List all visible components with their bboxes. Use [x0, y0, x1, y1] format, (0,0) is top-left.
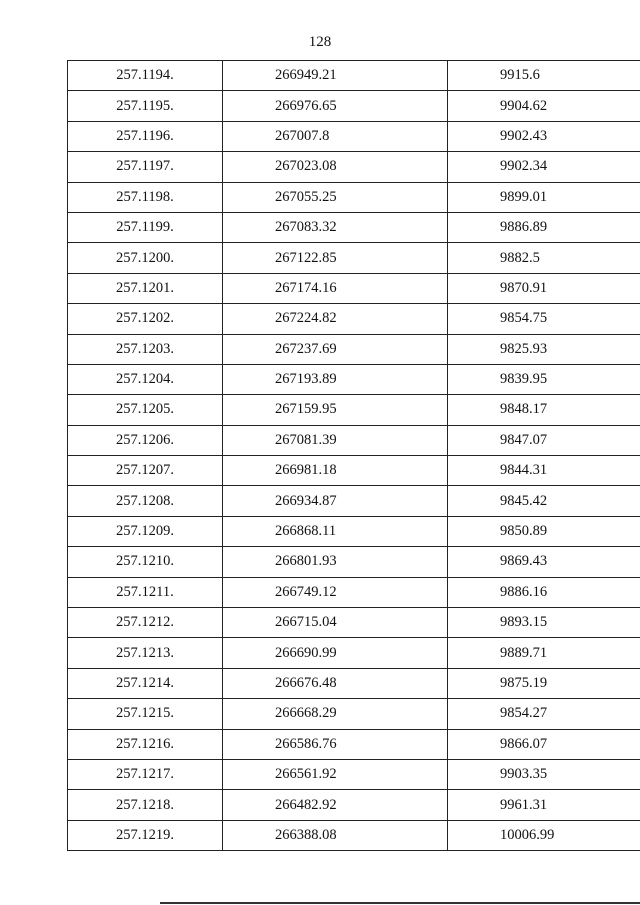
x-coordinate-cell: 267083.32 — [223, 212, 448, 242]
x-coordinate-cell: 266981.18 — [223, 456, 448, 486]
page-bottom-edge — [160, 902, 640, 904]
point-number-cell: 257.1217. — [68, 759, 223, 789]
y-coordinate-cell: 9845.42 — [448, 486, 640, 516]
table-body — [68, 61, 640, 851]
table-row — [68, 456, 640, 486]
y-coordinate-cell: 9886.89 — [448, 212, 640, 242]
x-coordinate-cell: 266749.12 — [223, 577, 448, 607]
y-coordinate-cell: 9844.31 — [448, 456, 640, 486]
x-coordinate-cell: 267224.82 — [223, 304, 448, 334]
x-coordinate-cell: 267055.25 — [223, 182, 448, 212]
y-coordinate-cell: 9902.34 — [448, 152, 640, 182]
coordinates-table — [67, 60, 640, 851]
point-number-cell: 257.1201. — [68, 273, 223, 303]
y-coordinate-cell: 9903.35 — [448, 759, 640, 789]
point-number-cell: 257.1210. — [68, 547, 223, 577]
y-coordinate-cell: 10006.99 — [448, 820, 640, 850]
table-row — [68, 638, 640, 668]
x-coordinate-cell: 266676.48 — [223, 668, 448, 698]
y-coordinate-cell: 9847.07 — [448, 425, 640, 455]
point-number-cell: 257.1202. — [68, 304, 223, 334]
point-number-cell: 257.1216. — [68, 729, 223, 759]
point-number-cell: 257.1199. — [68, 212, 223, 242]
point-number-cell: 257.1197. — [68, 152, 223, 182]
table-row — [68, 334, 640, 364]
y-coordinate-cell: 9899.01 — [448, 182, 640, 212]
table-row — [68, 820, 640, 850]
table-row — [68, 121, 640, 151]
table-row — [68, 699, 640, 729]
point-number-cell: 257.1203. — [68, 334, 223, 364]
y-coordinate-cell: 9961.31 — [448, 790, 640, 820]
x-coordinate-cell: 266715.04 — [223, 608, 448, 638]
table-row — [68, 547, 640, 577]
x-coordinate-cell: 266976.65 — [223, 91, 448, 121]
y-coordinate-cell: 9870.91 — [448, 273, 640, 303]
y-coordinate-cell: 9866.07 — [448, 729, 640, 759]
x-coordinate-cell: 266949.21 — [223, 61, 448, 91]
y-coordinate-cell: 9886.16 — [448, 577, 640, 607]
x-coordinate-cell: 267122.85 — [223, 243, 448, 273]
x-coordinate-cell: 267193.89 — [223, 364, 448, 394]
table-row — [68, 668, 640, 698]
table-row — [68, 61, 640, 91]
x-coordinate-cell: 267174.16 — [223, 273, 448, 303]
point-number-cell: 257.1194. — [68, 61, 223, 91]
x-coordinate-cell: 267159.95 — [223, 395, 448, 425]
x-coordinate-cell: 267023.08 — [223, 152, 448, 182]
page-number: 128 — [308, 34, 332, 50]
point-number-cell: 257.1200. — [68, 243, 223, 273]
y-coordinate-cell: 9915.6 — [448, 61, 640, 91]
y-coordinate-cell: 9850.89 — [448, 516, 640, 546]
x-coordinate-cell: 267237.69 — [223, 334, 448, 364]
table-row — [68, 425, 640, 455]
x-coordinate-cell: 267007.8 — [223, 121, 448, 151]
x-coordinate-cell: 266801.93 — [223, 547, 448, 577]
x-coordinate-cell: 266690.99 — [223, 638, 448, 668]
table-row — [68, 790, 640, 820]
y-coordinate-cell: 9904.62 — [448, 91, 640, 121]
point-number-cell: 257.1211. — [68, 577, 223, 607]
table-row — [68, 182, 640, 212]
x-coordinate-cell: 266388.08 — [223, 820, 448, 850]
table-row — [68, 486, 640, 516]
point-number-cell: 257.1205. — [68, 395, 223, 425]
x-coordinate-cell: 267081.39 — [223, 425, 448, 455]
table-row — [68, 608, 640, 638]
x-coordinate-cell: 266668.29 — [223, 699, 448, 729]
y-coordinate-cell: 9854.27 — [448, 699, 640, 729]
table-row — [68, 395, 640, 425]
table-row — [68, 273, 640, 303]
point-number-cell: 257.1219. — [68, 820, 223, 850]
y-coordinate-cell: 9889.71 — [448, 638, 640, 668]
point-number-cell: 257.1208. — [68, 486, 223, 516]
table-row — [68, 304, 640, 334]
table-row — [68, 212, 640, 242]
x-coordinate-cell: 266482.92 — [223, 790, 448, 820]
point-number-cell: 257.1207. — [68, 456, 223, 486]
x-coordinate-cell: 266934.87 — [223, 486, 448, 516]
table-row — [68, 364, 640, 394]
point-number-cell: 257.1196. — [68, 121, 223, 151]
table-row — [68, 516, 640, 546]
point-number-cell: 257.1213. — [68, 638, 223, 668]
table-row — [68, 759, 640, 789]
point-number-cell: 257.1218. — [68, 790, 223, 820]
y-coordinate-cell: 9869.43 — [448, 547, 640, 577]
point-number-cell: 257.1195. — [68, 91, 223, 121]
x-coordinate-cell: 266561.92 — [223, 759, 448, 789]
point-number-cell: 257.1209. — [68, 516, 223, 546]
y-coordinate-cell: 9839.95 — [448, 364, 640, 394]
point-number-cell: 257.1206. — [68, 425, 223, 455]
table-row — [68, 152, 640, 182]
y-coordinate-cell: 9825.93 — [448, 334, 640, 364]
point-number-cell: 257.1204. — [68, 364, 223, 394]
y-coordinate-cell: 9854.75 — [448, 304, 640, 334]
point-number-cell: 257.1215. — [68, 699, 223, 729]
y-coordinate-cell: 9875.19 — [448, 668, 640, 698]
table-row — [68, 577, 640, 607]
y-coordinate-cell: 9893.15 — [448, 608, 640, 638]
y-coordinate-cell: 9848.17 — [448, 395, 640, 425]
table-row — [68, 243, 640, 273]
y-coordinate-cell: 9882.5 — [448, 243, 640, 273]
point-number-cell: 257.1212. — [68, 608, 223, 638]
point-number-cell: 257.1214. — [68, 668, 223, 698]
y-coordinate-cell: 9902.43 — [448, 121, 640, 151]
x-coordinate-cell: 266868.11 — [223, 516, 448, 546]
table-row — [68, 91, 640, 121]
table-row — [68, 729, 640, 759]
point-number-cell: 257.1198. — [68, 182, 223, 212]
x-coordinate-cell: 266586.76 — [223, 729, 448, 759]
